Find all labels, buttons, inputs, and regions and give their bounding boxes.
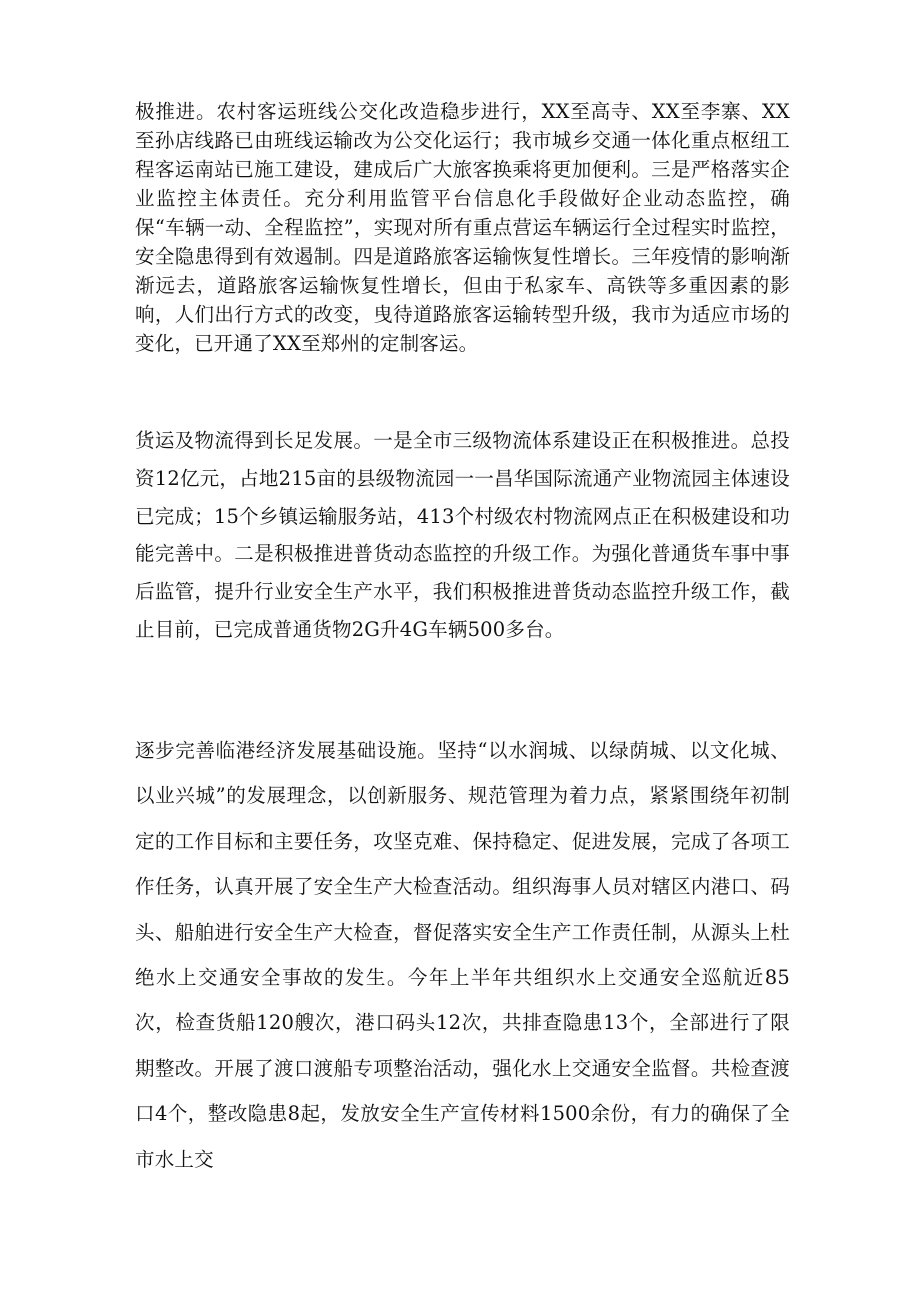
paragraph-passenger-transport: 极推进。农村客运班线公交化改造稳步进行，XX至高寺、XX至李寨、XX至孙店线路已由班线运输改为公交化运行；我市城乡交通一体化重点枢纽工程客运南站已施工建设，建成后广大旅客换乘将更加便利。三是严格落实企业监控主体责任。充分利用监管平台信息化手段做好企业动态监控，确保“车辆一动、全程监控”，实现对所有重点营运车辆运行全过程实时监控，安全隐患得到有效遏制。四是道路旅客运输恢复性增长。三年疫情的影响渐渐远去，道路旅客运输恢复性增长，但由于私家车、高铁等多重因素的影响，人们出行方式的改变，曳待道路旅客运输转型升级，我市为适应市场的变化，已开通了XX至郑州的定制客运。 [135,100,790,355]
paragraph-freight-logistics: 货运及物流得到长足发展。一是全市三级物流体系建设正在积极推进。总投资12亿元，占地215亩的县级物流园一一昌华国际流通产业物流园主体速设已完成；15个乡镇运输服务站，413个村级农村物流网点正在积极建设和功能完善中。二是积极推进普货动态监控的升级工作。为强化普通货车事中事后监管，提升行业安全生产水平，我们积极推进普货动态监控升级工作，截止目前，已完成普通货物2G升4G车辆500多台。 [135,429,790,641]
paragraph-port-infrastructure: 逐步完善临港经济发展基础设施。坚持“以水润城、以绿荫城、以文化城、以业兴城”的发展理念，以创新服务、规范管理为着力点，紧紧围绕年初制定的工作目标和主要任务，攻坚克难、保持稳定、促进发展，完成了各项工作任务，认真开展了安全生产大检查活动。组织海事人员对辖区内港口、码头、船舶进行安全生产大检查，督促落实安全生产工作责任制，从源头上杜绝水上交通安全事故的发生。今年上半年共组织水上交通安全巡航近85次，检查货船120艘次，港口码头12次，共排查隐患13个，全部进行了限期整改。开展了渡口渡船专项整治活动，强化水上交通安全监督。共检查渡口4个，整改隐患8起，发放安全生产宣传材料1500余份，有力的确保了全市水上交 [135,739,790,1171]
